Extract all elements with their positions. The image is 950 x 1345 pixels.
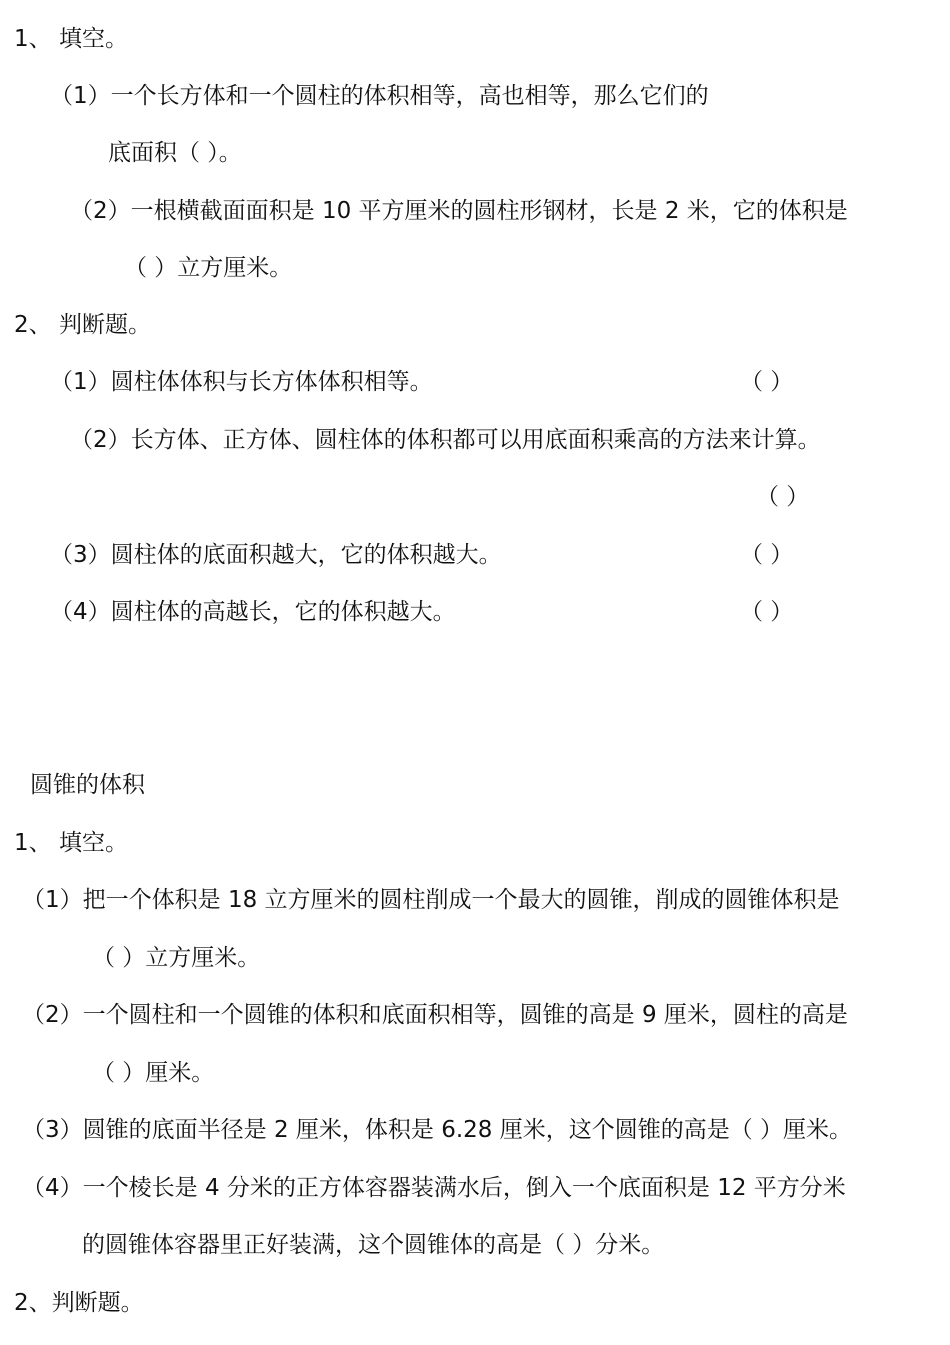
fill-q2-line1: （2）一根横截面面积是 10 平方厘米的圆柱形钢材，长是 2 米，它的体积是	[70, 198, 848, 224]
cone-fill-q3: （3）圆锥的底面半径是 2 厘米，体积是 6.28 厘米，这个圆锥的高是（ ）厘米。	[22, 1117, 853, 1143]
cone-fill-q1-line1: （1）把一个体积是 18 立方厘米的圆柱削成一个最大的圆锥，削成的圆锥体积是	[22, 887, 840, 913]
cone-fill-q2-line1: （2）一个圆柱和一个圆锥的体积和底面积相等，圆锥的高是 9 厘米，圆柱的高是	[22, 1002, 848, 1028]
judge-q3: （3）圆柱体的底面积越大，它的体积越大。	[50, 542, 502, 568]
judge-q4: （4）圆柱体的高越长，它的体积越大。	[50, 599, 456, 625]
judge-q4-answer-paren: （ ）	[740, 599, 794, 625]
judge-q1-answer-paren: （ ）	[740, 369, 794, 395]
judge-q2: （2）长方体、正方体、圆柱体的体积都可以用底面积乘高的方法来计算。	[70, 427, 821, 453]
judge-q1: （1）圆柱体体积与长方体体积相等。	[50, 369, 433, 395]
cone-judge-heading: 2、判断题。	[14, 1290, 144, 1316]
fill-q1-line1: （1）一个长方体和一个圆柱的体积相等，高也相等，那么它们的	[50, 83, 709, 109]
cone-fill-q4-line1: （4）一个棱长是 4 分米的正方体容器装满水后，倒入一个底面积是 12 平方分米	[22, 1175, 846, 1201]
cone-fill-q1-line2: （ ）立方厘米。	[92, 945, 261, 971]
judge-heading: 2、 判断题。	[14, 312, 151, 338]
cone-fill-q4-line2: 的圆锥体容器里正好装满，这个圆锥体的高是（ ）分米。	[82, 1232, 665, 1258]
section-title: 圆锥的体积	[30, 772, 145, 798]
fill-q2-line2: （ ）立方厘米。	[124, 255, 293, 281]
judge-q3-answer-paren: （ ）	[740, 542, 794, 568]
judge-q2-answer-paren: （ ）	[756, 484, 810, 510]
fill-heading: 1、 填空。	[14, 26, 128, 52]
fill-q1-line2: 底面积（ ）。	[108, 140, 242, 166]
cone-fill-q2-line2: （ ）厘米。	[92, 1060, 215, 1086]
cone-fill-heading: 1、 填空。	[14, 830, 128, 856]
